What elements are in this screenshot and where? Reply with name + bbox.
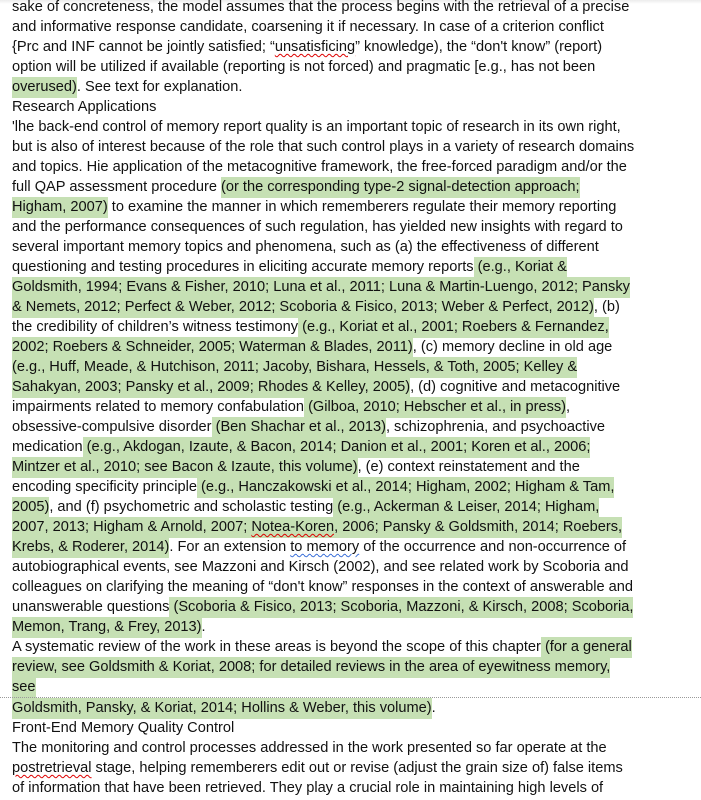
- highlighted-citation: (e.g., Akdogan, Izaute, & Bacon, 2014; Danion et al., 2001; Koren et al., 2006;: [83, 437, 591, 458]
- text-run: colleagues on clarifying the meaning of “don't know” responses in the context of answerable and: [12, 579, 633, 595]
- text-line: [12, 457, 692, 477]
- text-run: Research Applications: [12, 99, 157, 115]
- spelling-error-word[interactable]: unsatisficing: [274, 39, 356, 55]
- highlighted-citation: (e.g., Huff, Meade, & Hutchison, 2011; Jacoby, Bishara, Hessels, & Toth, 2005; Kelley &: [12, 357, 577, 378]
- highlighted-citation: 2002; Roebers & Schneider, 2005; Waterman & Blades, 2011): [12, 337, 413, 358]
- text-run: , and (f) psychometric and scholastic testing: [49, 499, 334, 515]
- text-run: to examine the manner in which rememberers regulate their memory reporting: [107, 199, 617, 215]
- text-run: .: [201, 619, 206, 635]
- highlighted-citation: 2005): [12, 497, 49, 518]
- highlighted-citation: Sahakyan, 2003; Pansky et al., 2009; Rhodes & Kelley, 2005): [12, 377, 410, 398]
- text-line: [12, 177, 692, 197]
- text-line: [12, 137, 692, 157]
- text-line: [12, 778, 692, 798]
- highlighted-citation: Goldsmith, 1994; Evans & Fisher, 2010; Luna et al., 2011; Luna & Martin-Luengo, 2012; Pansky: [12, 277, 630, 298]
- text-run: of the occurrence and non-occurrence of: [359, 539, 627, 555]
- highlighted-citation: 2007, 2013; Higham & Arnold, 2007;: [12, 517, 251, 538]
- text-line: [12, 237, 692, 257]
- text-run: but is also of interest because of the role that such control plays in a variety of research domains: [12, 139, 635, 155]
- spelling-error-word[interactable]: Notea-Koren: [251, 517, 334, 538]
- text-line: [12, 317, 692, 337]
- text-run: sake of concreteness, the model assumes that the process begins with the retrieval of a precise: [12, 0, 630, 15]
- text-line: [12, 97, 692, 117]
- text-line: [12, 357, 692, 377]
- highlighted-citation: Mintzer et al., 2010; see Bacon & Izaute, this volume): [12, 457, 358, 478]
- highlighted-citation: see: [12, 677, 36, 698]
- text-run: ,: [566, 399, 571, 415]
- text-run: medication: [12, 439, 83, 455]
- text-run: ” knowledge), the “don't know” (report): [355, 39, 603, 55]
- text-line: [12, 698, 692, 718]
- text-run: , (b): [593, 299, 620, 315]
- text-line: [12, 217, 692, 237]
- text-run: and informative response candidate, coarsening it if necessary. In case of a criterion conflict: [12, 19, 604, 35]
- text-line: [12, 77, 692, 97]
- highlighted-citation: overused): [12, 77, 77, 98]
- text-run: obsessive-compulsive disorder: [12, 419, 212, 435]
- highlighted-citation: & Nemets, 2012; Perfect & Weber, 2012; Scoboria & Fisico, 2013; Weber & Perfect, 2012): [12, 297, 594, 318]
- text-run: option will be utilized if available (reporting is not forced) and pragmatic [e.g., has not been: [12, 59, 596, 75]
- text-line: [12, 377, 692, 397]
- text-run: . For an extension: [169, 539, 291, 555]
- text-run: full QAP assessment procedure: [12, 179, 222, 195]
- highlighted-citation: Higham, 2007): [12, 197, 108, 218]
- text-line: [12, 497, 692, 517]
- highlighted-citation: (e.g., Hanczakowski et al., 2014; Higham, 2002; Higham & Tam,: [197, 477, 614, 498]
- spelling-error-word[interactable]: postretrieval: [12, 760, 92, 776]
- text-run: unanswerable questions: [12, 599, 170, 615]
- text-run: , schizophrenia, and psychoactive: [385, 419, 605, 435]
- text-run: encoding specificity principle: [12, 479, 197, 495]
- text-line: [12, 37, 692, 57]
- highlighted-citation: review, see Goldsmith & Koriat, 2008; for detailed reviews in the area of eyewitness memory,: [12, 657, 610, 678]
- text-line: [12, 637, 692, 657]
- highlighted-citation: (e.g., Koriat &: [474, 257, 567, 278]
- highlighted-citation: (Gilboa, 2010; Hebscher et al., in press): [304, 397, 566, 418]
- text-line: [12, 0, 692, 17]
- text-line: [12, 297, 692, 317]
- text-line: [12, 758, 692, 778]
- text-line: [12, 417, 692, 437]
- text-run: , (e) context reinstatement and the: [357, 459, 580, 475]
- text-line: [12, 257, 692, 277]
- text-line: [12, 17, 692, 37]
- text-run: and topics. Hie application of the metacognitive framework, the free-forced paradigm and/or the: [12, 159, 627, 175]
- text-run: questioning and testing procedures in eliciting accurate memory reports: [12, 259, 474, 275]
- highlighted-citation: (Scoboria & Fisico, 2013; Scoboria, Mazzoni, & Kirsch, 2008; Scoboria,: [169, 597, 633, 618]
- text-run: . See text for explanation.: [76, 79, 243, 95]
- text-run: The monitoring and control processes addressed in the work presented so far operate at the: [12, 740, 607, 756]
- text-run: , (c) memory decline in old age: [412, 339, 613, 355]
- text-run: of information that have been retrieved. They play a crucial role in maintaining high levels of: [12, 780, 604, 796]
- highlighted-citation: Goldsmith, Pansky, & Koriat, 2014; Hollins & Weber, this volume): [12, 698, 432, 719]
- text-run: impairments related to memory confabulation: [12, 399, 305, 415]
- text-run: Front-End Memory Quality Control: [12, 720, 235, 736]
- highlighted-citation: (e.g., Ackerman & Leiser, 2014; Higham,: [333, 497, 599, 518]
- text-line: [12, 557, 692, 577]
- text-run: A systematic review of the work in these areas is beyond the scope of this chapter: [12, 639, 541, 655]
- highlighted-citation: Krebs, & Roderer, 2014): [12, 537, 169, 558]
- text-run: autobiographical events, see Mazzoni and Kirsch (2002), and see related work by Scoboria and: [12, 559, 629, 575]
- text-run: several important memory topics and phenomena, such as (a) the effectiveness of different: [12, 239, 599, 255]
- text-line: [12, 397, 692, 417]
- text-line: [12, 437, 692, 457]
- highlighted-citation: Memon, Trang, & Frey, 2013): [12, 617, 202, 638]
- text-run: {Prc and INF cannot be jointly satisfied; “: [12, 39, 275, 55]
- text-run: , (d) cognitive and metacognitive: [410, 379, 621, 395]
- text-line: [12, 517, 692, 537]
- text-line: [12, 617, 692, 637]
- text-line: [12, 738, 692, 758]
- text-line: [12, 477, 692, 497]
- text-line: [12, 197, 692, 217]
- highlighted-citation: (e.g., Koriat et al., 2001; Roebers & Fernandez,: [298, 317, 609, 338]
- text-line: [12, 277, 692, 297]
- text-line: [12, 718, 692, 738]
- document-page-2-body[interactable]: [12, 698, 692, 798]
- highlighted-citation: , 2006; Pansky & Goldsmith, 2014; Roebers,: [334, 517, 622, 538]
- text-line: [12, 157, 692, 177]
- text-line: [12, 537, 692, 557]
- highlighted-citation: (Ben Shachar et al., 2013): [212, 417, 386, 438]
- text-line: [12, 677, 692, 697]
- text-line: [12, 337, 692, 357]
- text-run: the credibility of children’s witness testimony: [12, 319, 299, 335]
- document-page-1-body[interactable]: [12, 0, 692, 697]
- text-line: [12, 57, 692, 77]
- text-line: [12, 597, 692, 617]
- text-line: [12, 657, 692, 677]
- grammar-flagged-phrase[interactable]: to memory: [290, 539, 360, 555]
- text-line: [12, 577, 692, 597]
- highlighted-citation: (for a general: [541, 637, 632, 658]
- text-line: [12, 117, 692, 137]
- text-run: .: [431, 700, 436, 716]
- text-run: and the performance consequences of such regulation, has yielded new insights with regard to: [12, 219, 623, 235]
- highlighted-citation: (or the corresponding type-2 signal-detection approach;: [221, 177, 580, 198]
- text-run: 'lhe back-end control of memory report quality is an important topic of research in its own right,: [12, 119, 621, 135]
- text-run: stage, helping rememberers edit out or revise (adjust the grain size of) false items: [91, 760, 623, 776]
